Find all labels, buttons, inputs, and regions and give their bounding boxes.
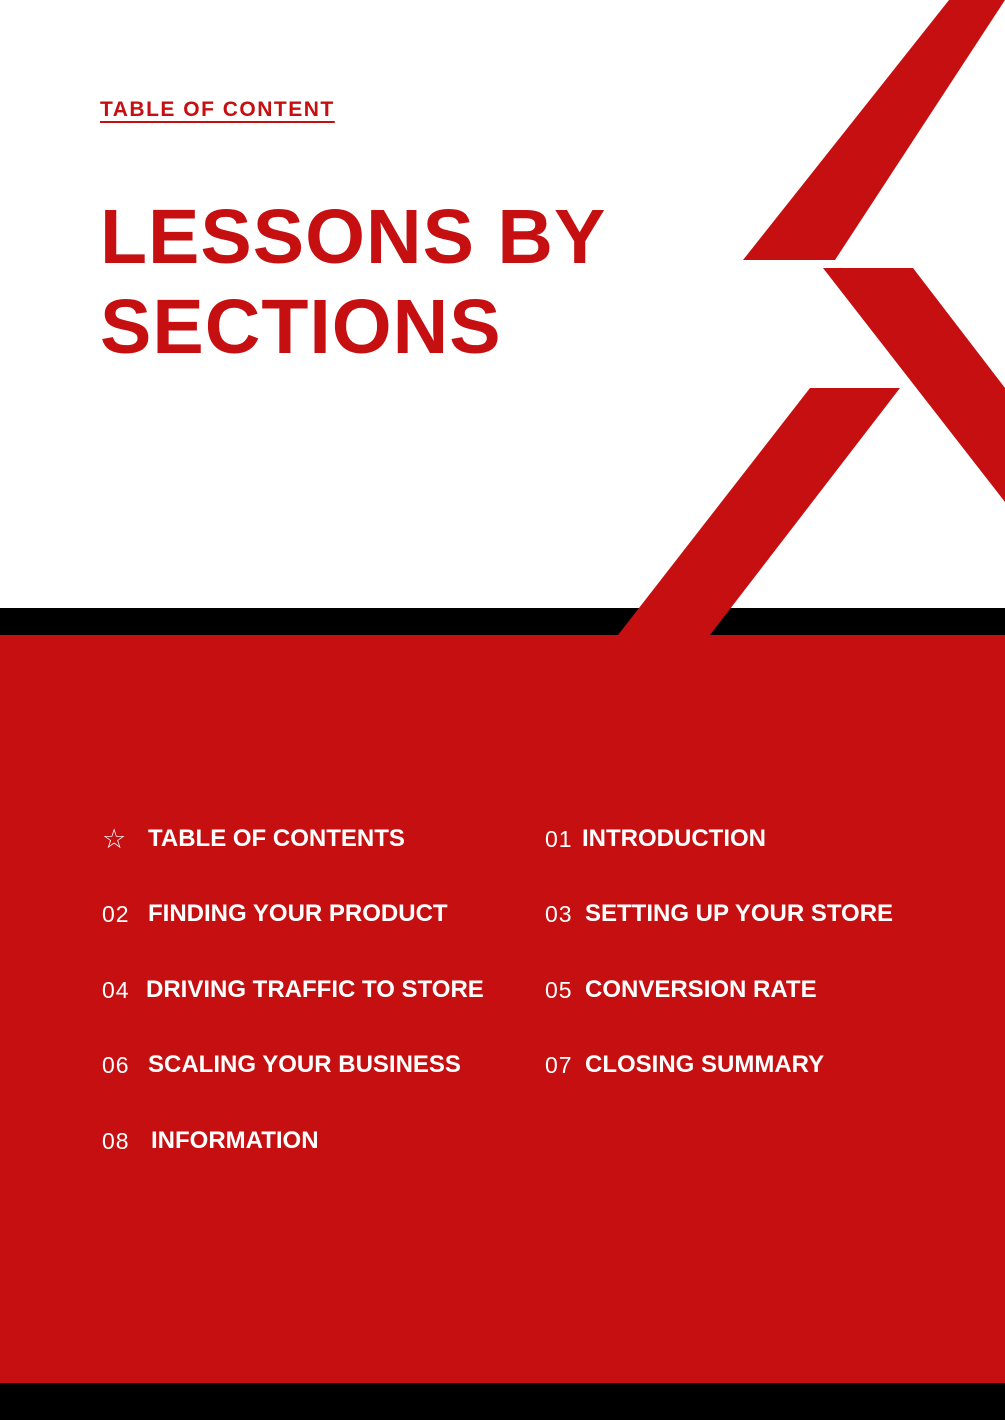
red-lower-panel	[0, 635, 1005, 1383]
page-title	[100, 192, 660, 372]
section-kicker: TABLE OF CONTENT	[100, 98, 335, 121]
toc-item-number: 03	[545, 900, 573, 927]
toc-item-closing-summary[interactable]	[545, 1048, 824, 1082]
black-bottom-band	[0, 1383, 1005, 1420]
star-icon: ☆	[102, 823, 127, 855]
toc-item-scaling-your-business[interactable]	[102, 1048, 461, 1082]
red-diagonal-stripe-middle	[823, 268, 1005, 502]
toc-item-number: 08	[102, 1127, 130, 1154]
toc-item-number: 01	[545, 825, 573, 852]
toc-item-label: SCALING YOUR BUSINESS	[148, 1051, 461, 1078]
page-title-line-1: LESSONS BY	[100, 194, 607, 280]
toc-item-number: 02	[102, 900, 130, 927]
toc-item-conversion-rate[interactable]	[545, 973, 817, 1007]
toc-item-label: TABLE OF CONTENTS	[148, 825, 405, 852]
toc-item-table-of-contents[interactable]	[102, 822, 405, 856]
toc-item-introduction[interactable]	[545, 822, 766, 856]
red-diagonal-stripe-bottom	[618, 388, 900, 635]
toc-item-label: INFORMATION	[151, 1127, 319, 1154]
toc-item-number: 07	[545, 1051, 573, 1078]
toc-item-number: 05	[545, 976, 573, 1003]
toc-item-number: 06	[102, 1051, 130, 1078]
toc-item-label: INTRODUCTION	[582, 825, 766, 852]
toc-item-driving-traffic-to-store[interactable]	[102, 973, 484, 1007]
toc-item-finding-your-product[interactable]	[102, 897, 448, 931]
toc-item-label: CLOSING SUMMARY	[585, 1051, 825, 1078]
red-diagonal-stripe-top	[743, 0, 1005, 260]
toc-item-number: 04	[102, 976, 130, 1003]
toc-item-label: CONVERSION RATE	[585, 976, 817, 1003]
toc-item-setting-up-your-store[interactable]	[545, 897, 893, 931]
toc-item-information[interactable]	[102, 1124, 319, 1158]
toc-item-label: SETTING UP YOUR STORE	[585, 900, 894, 927]
page-title-line-2: SECTIONS	[100, 284, 502, 370]
toc-item-label: FINDING YOUR PRODUCT	[148, 900, 448, 927]
black-top-band	[0, 608, 1005, 635]
toc-item-label: DRIVING TRAFFIC TO STORE	[146, 976, 484, 1003]
